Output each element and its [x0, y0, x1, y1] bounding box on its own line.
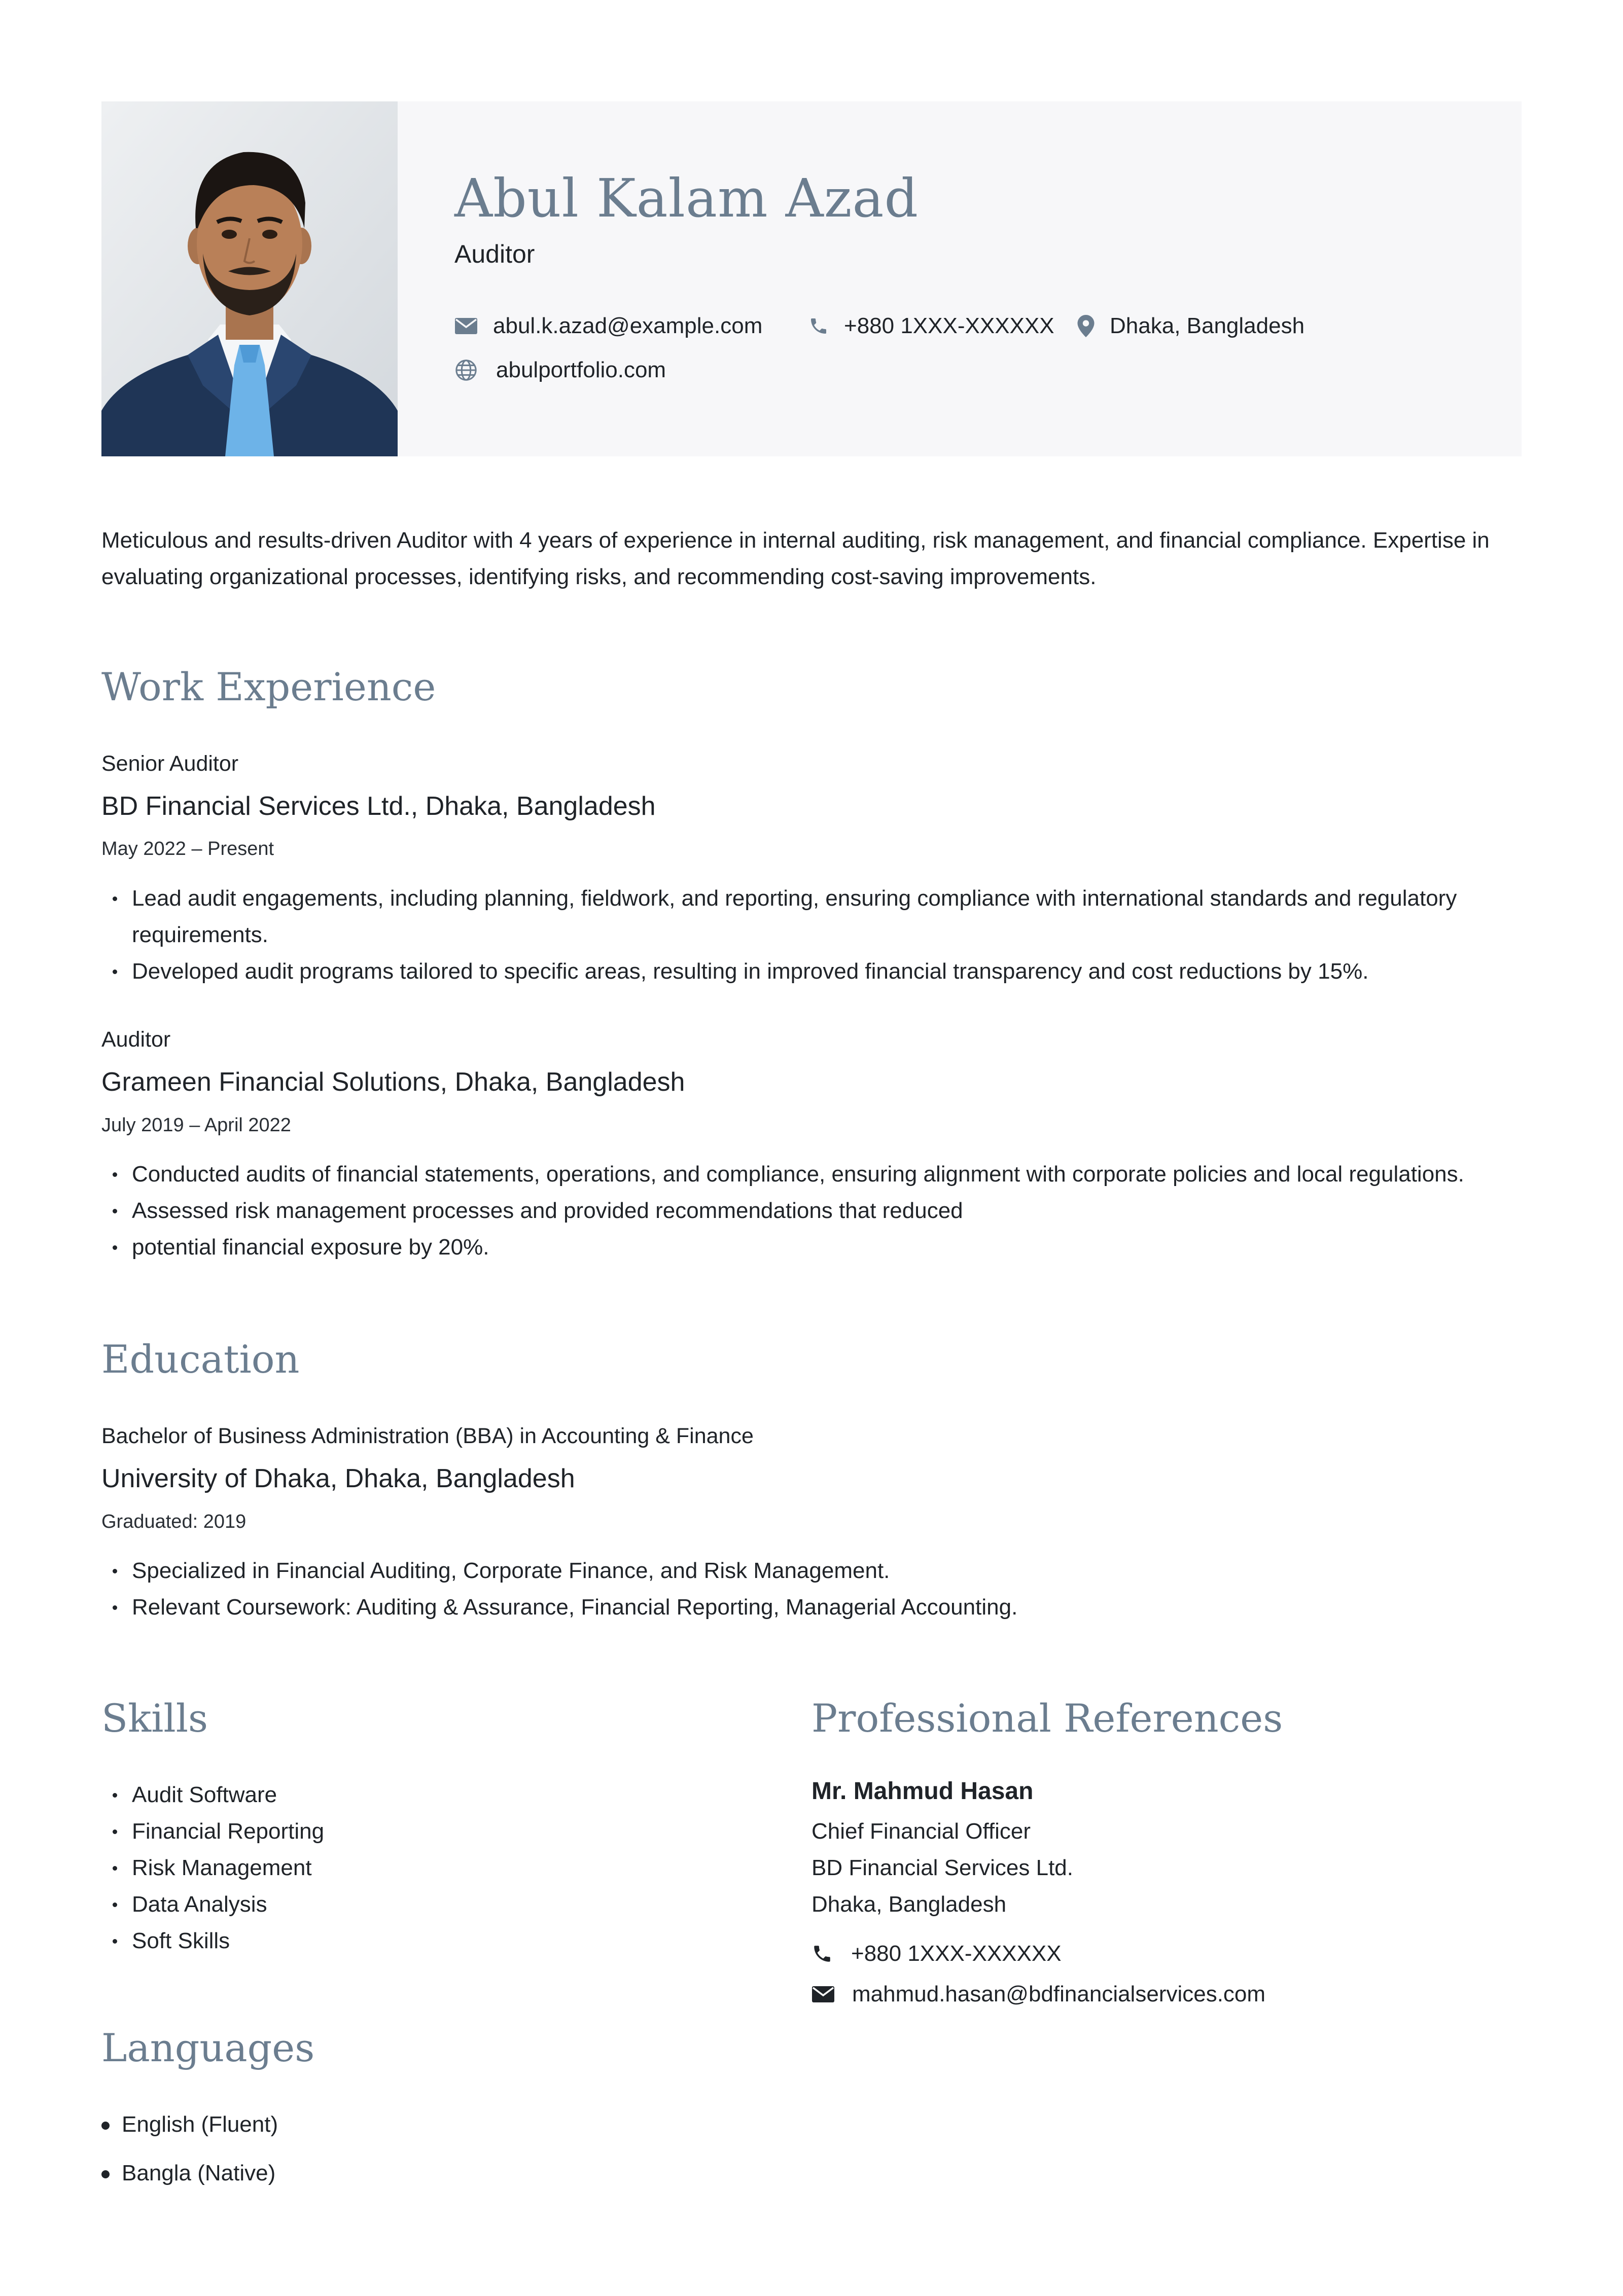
reference-phone-text: +880 1XXX-XXXXXX — [851, 1941, 1062, 1966]
job-2-bullets — [101, 1156, 1572, 1266]
list-item: Data Analysis — [101, 1886, 761, 1923]
job-1-role: Senior Auditor — [101, 751, 239, 776]
list-item: Audit Software — [101, 1777, 761, 1813]
list-item: Financial Reporting — [101, 1813, 761, 1850]
list-item: Relevant Coursework: Auditing & Assurance, Financial Reporting, Managerial Accounting. — [101, 1589, 1522, 1626]
contact-website[interactable] — [454, 357, 666, 383]
phone-text: +880 1XXX-XXXXXX — [844, 313, 1054, 338]
education-school: University of Dhaka, Dhaka, Bangladesh — [101, 1464, 575, 1493]
list-item: Developed audit programs tailored to specific areas, resulting in improved financial transparency and cost reductions by 15%. — [101, 953, 1522, 990]
skills-list — [101, 1777, 761, 1959]
professional-summary: Meticulous and results-driven Auditor with 4 years of experience in internal auditing, risk management, and financial compliance. Expertise in evaluating organizational processes, identifying risks, and recommending cost-saving improvements. — [101, 528, 1490, 589]
job-2-company: Grameen Financial Solutions, Dhaka, Bangladesh — [101, 1067, 685, 1097]
reference-email-text: mahmud.hasan@bdfinancialservices.com — [852, 1982, 1266, 2006]
job-2-role: Auditor — [101, 1027, 171, 1052]
globe-icon — [454, 358, 478, 382]
skills-heading: Skills — [101, 1696, 208, 1741]
languages-heading: Languages — [101, 2025, 315, 2070]
phone-icon — [812, 1943, 833, 1964]
job-1-dates: May 2022 – Present — [101, 838, 274, 859]
education-bullets — [101, 1553, 1522, 1626]
work-experience-heading: Work Experience — [101, 664, 436, 709]
job-1-company: BD Financial Services Ltd., Dhaka, Bangladesh — [101, 792, 656, 821]
resume-header — [101, 101, 1522, 456]
profile-photo — [101, 101, 398, 456]
email-text: abul.k.azad@example.com — [493, 313, 763, 338]
job-1-bullets — [101, 880, 1522, 990]
list-item: Soft Skills — [101, 1923, 761, 1959]
candidate-name: Abul Kalam Azad — [454, 167, 919, 229]
list-item: Specialized in Financial Auditing, Corporate Finance, and Risk Management. — [101, 1553, 1522, 1589]
location-text: Dhaka, Bangladesh — [1110, 313, 1305, 338]
mail-icon — [812, 1986, 835, 2003]
job-2-dates: July 2019 – April 2022 — [101, 1115, 291, 1136]
contact-location — [1077, 313, 1304, 339]
location-pin-icon — [1077, 315, 1095, 337]
education-heading: Education — [101, 1337, 300, 1382]
reference-location: Dhaka, Bangladesh — [812, 1892, 1007, 1917]
list-item: potential financial exposure by 20%. — [101, 1229, 1572, 1266]
job-title: Auditor — [454, 240, 535, 268]
list-item: Bangla (Native) — [101, 2149, 761, 2198]
reference-company: BD Financial Services Ltd. — [812, 1855, 1073, 1880]
profile-photo-illustration — [101, 101, 398, 456]
contact-email[interactable] — [454, 313, 762, 339]
list-item: Conducted audits of financial statements, operations, and compliance, ensuring alignment with corporate policies and local regulations. — [101, 1156, 1572, 1193]
reference-position: Chief Financial Officer — [812, 1819, 1031, 1844]
website-text: abulportfolio.com — [496, 357, 666, 382]
list-item: English (Fluent) — [101, 2100, 761, 2149]
list-item: Risk Management — [101, 1850, 761, 1886]
mail-icon — [454, 317, 478, 335]
phone-icon — [808, 316, 829, 336]
languages-list — [101, 2100, 761, 2198]
contact-phone[interactable] — [808, 313, 1054, 339]
reference-phone[interactable] — [812, 1941, 1062, 1966]
education-degree: Bachelor of Business Administration (BBA) in Accounting & Finance — [101, 1424, 754, 1448]
list-item: Assessed risk management processes and provided recommendations that reduced — [101, 1193, 1572, 1229]
reference-name: Mr. Mahmud Hasan — [812, 1778, 1034, 1805]
reference-email[interactable] — [812, 1982, 1265, 2007]
education-graduated: Graduated: 2019 — [101, 1511, 246, 1532]
list-item: Lead audit engagements, including planning, fieldwork, and reporting, ensuring compliance with international standards and regulatory requirements. — [101, 880, 1522, 953]
references-heading: Professional References — [812, 1696, 1283, 1741]
